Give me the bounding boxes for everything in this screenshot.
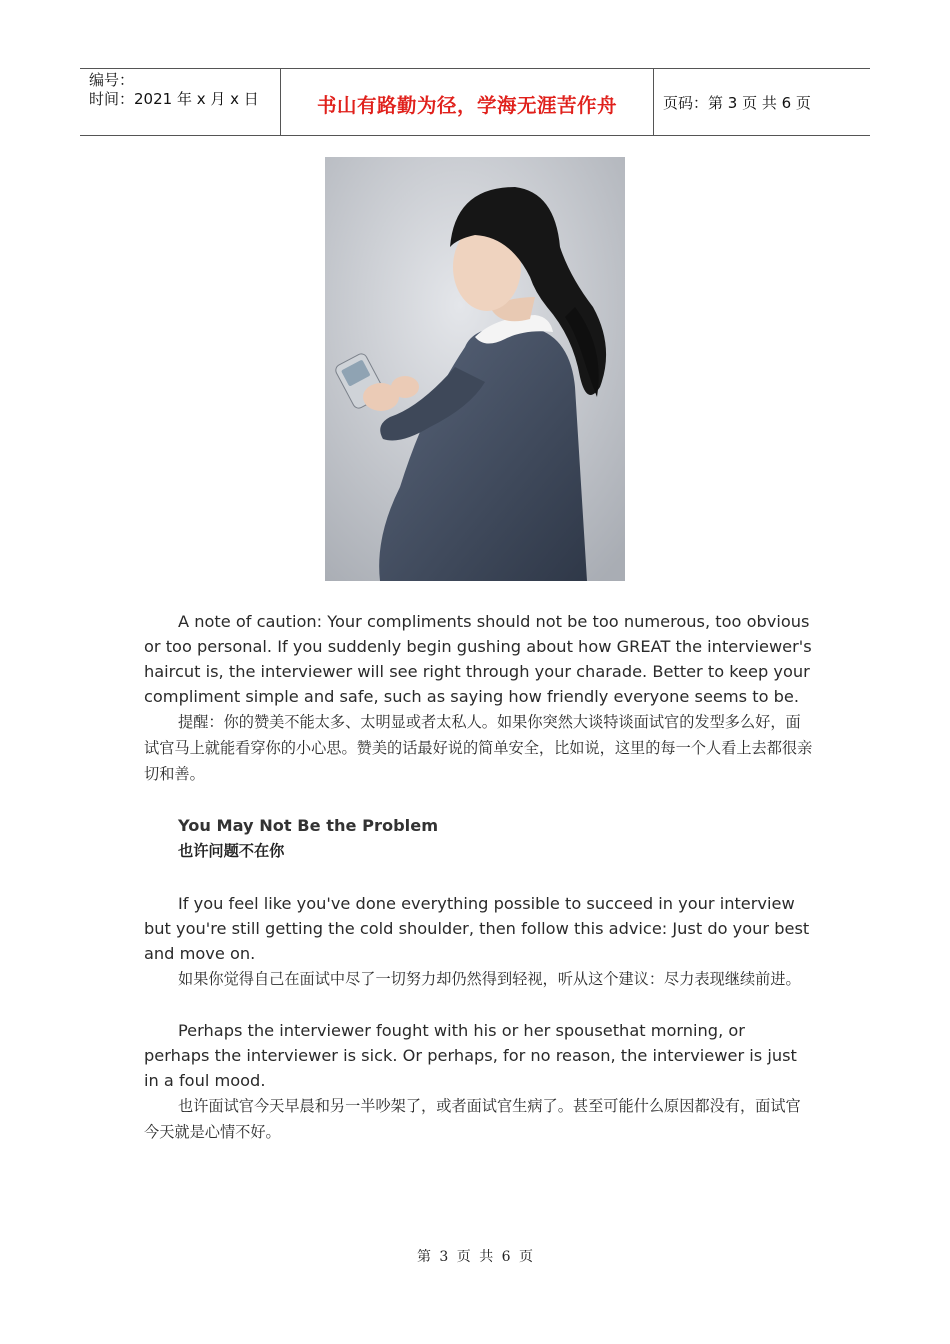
woman-with-pda-photo — [325, 157, 625, 581]
paragraph-zh: 提醒：你的赞美不能太多、太明显或者太私人。如果你突然大谈特谈面试官的发型多么好，面试官马上就能看穿你的小心思。赞美的话最好说的简单安全，比如说，这里的每一个人看上去都很亲切和善。 — [144, 713, 813, 783]
paragraph-zh: 也许面试官今天早晨和另一半吵架了，或者面试官生病了。甚至可能什么原因都没有，面试官今天就是心情不好。 — [144, 1097, 801, 1141]
section-heading-zh: 也许问题不在你 — [178, 842, 285, 860]
photo-illustration — [325, 157, 625, 581]
time-label: 时间：2021 年 x 月 x 日 — [89, 90, 259, 108]
header-motto-cell — [281, 69, 654, 135]
header-meta — [80, 69, 281, 135]
motto-text: 书山有路勤为径，学海无涯苦作舟 — [316, 94, 617, 117]
header-page-info: 页码：第 3 页 共 6 页 — [663, 93, 811, 112]
paragraph-en: Perhaps the interviewer fought with his or her spousethat morning, or perhaps the interviewer is sick. Or perhaps, for no reason, the interviewer is just in a foul mood. — [144, 1021, 797, 1090]
paragraph-en: If you feel like you've done everything possible to succeed in your interview but you're still getting the cold shoulder, then follow this advice: Just do your best and move on. — [144, 894, 810, 963]
number-label: 编号： — [89, 71, 135, 89]
article-body — [144, 609, 814, 1145]
page-footer: 第 3 页 共 6 页 — [416, 1249, 534, 1265]
paragraph-en: A note of caution: Your compliments should not be too numerous, too obvious or too personal. If you suddenly begin gushing about how GREAT the interviewer's haircut is, the interviewer will see right through your charade. Better to keep your compliment simple and safe, such as saying how friendly everyone seems to be. — [144, 612, 812, 706]
page-header — [80, 68, 870, 136]
section-heading-en: You May Not Be the Problem — [178, 816, 439, 835]
paragraph-zh: 如果你觉得自己在面试中尽了一切努力却仍然得到轻视，听从这个建议：尽力表现继续前进。 — [178, 970, 801, 988]
